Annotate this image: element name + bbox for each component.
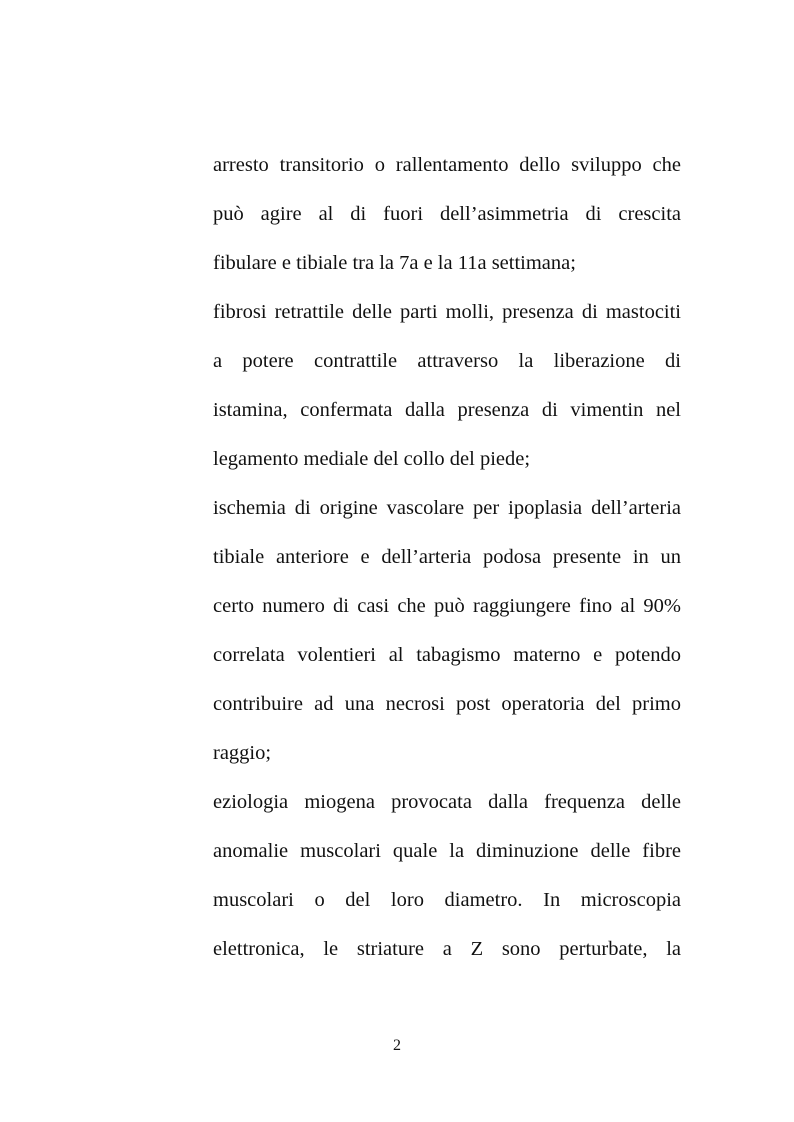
text-line: tibiale anteriore e dell’arteria podosa presente in un [213, 546, 681, 568]
text-line: fibrosi retrattile delle parti molli, presenza di mastociti [213, 301, 681, 323]
text-line: legamento mediale del collo del piede; [213, 448, 531, 470]
text-line: raggio; [213, 742, 272, 764]
text-line: eziologia miogena provocata dalla frequenza delle [213, 791, 681, 813]
text-line: correlata volentieri al tabagismo materno e potendo [213, 644, 681, 666]
text-line: contribuire ad una necrosi post operatoria del primo [213, 693, 681, 715]
text-line: a potere contrattile attraverso la liberazione di [213, 350, 681, 372]
text-line: arresto transitorio o rallentamento dello sviluppo che [213, 154, 681, 176]
text-line: muscolari o del loro diametro. In microscopia [213, 889, 681, 911]
body-text [213, 148, 681, 981]
text-line: istamina, confermata dalla presenza di vimentin nel [213, 399, 681, 421]
text-line: anomalie muscolari quale la diminuzione delle fibre [213, 840, 681, 862]
text-line: ischemia di origine vascolare per ipoplasia dell’arteria [213, 497, 681, 519]
text-line: fibulare e tibiale tra la 7a e la 11a settimana; [213, 252, 576, 274]
page-number: 2 [393, 1037, 401, 1054]
text-line: può agire al di fuori dell’asimmetria di crescita [213, 203, 681, 225]
text-line: elettronica, le striature a Z sono perturbate, la [213, 938, 681, 960]
text-line: certo numero di casi che può raggiungere fino al 90% [213, 595, 681, 617]
